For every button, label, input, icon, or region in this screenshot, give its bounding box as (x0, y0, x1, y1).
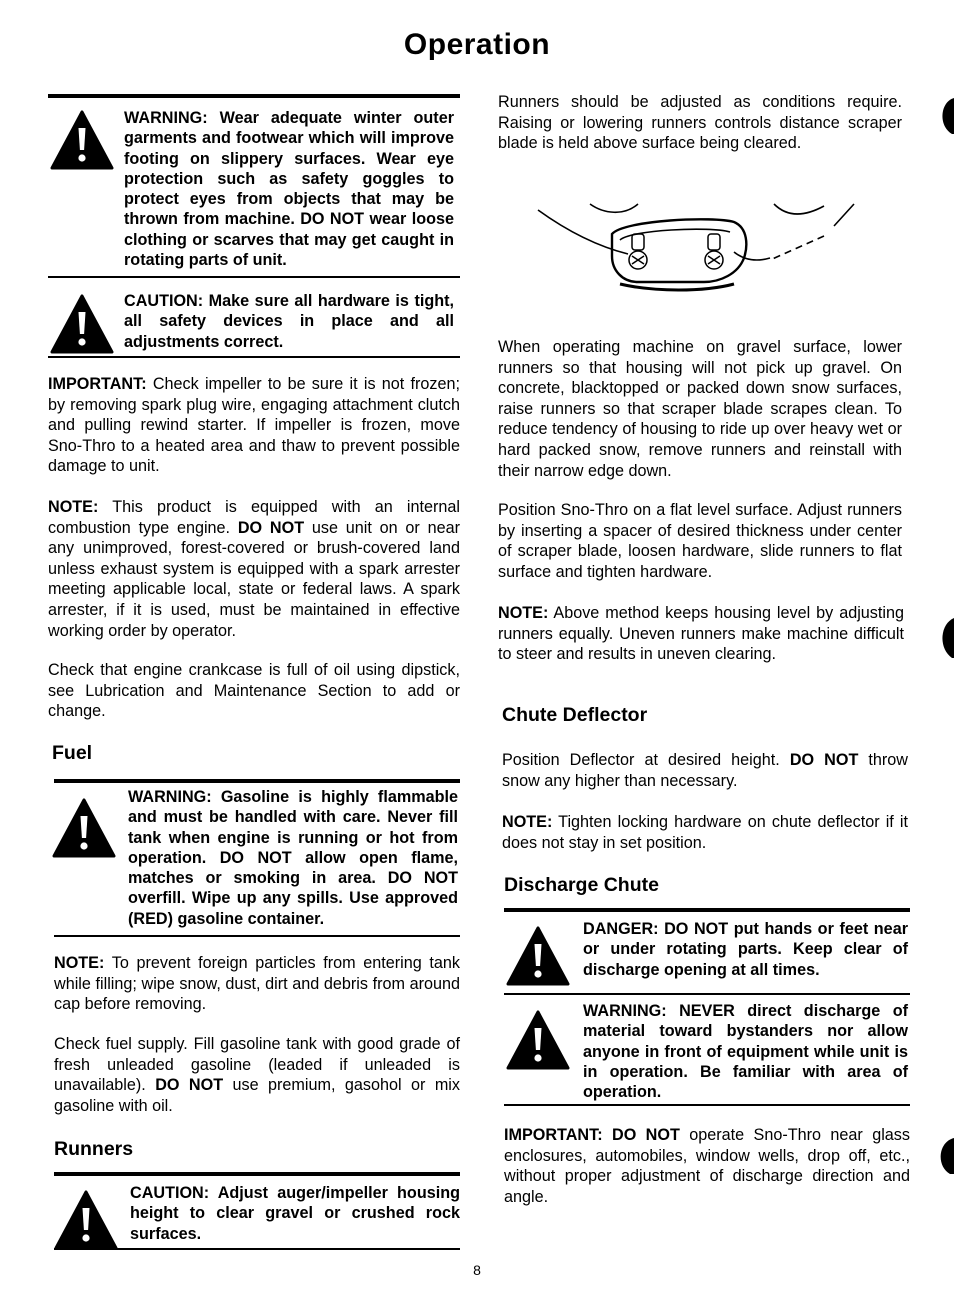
divider (504, 993, 910, 995)
important-text: operate Sno-Thro near glass enclosures, automobiles, window wells, drop off, etc., without proper adjustment of discharge direction and angle. (504, 1126, 910, 1206)
warning-triangle-icon (50, 110, 114, 170)
fuel-supply-text: use premium, gasohol or mix gasoline with oil. (54, 1076, 460, 1115)
chute-text: throw snow any higher than necessary. (502, 751, 908, 790)
warning-triangle-icon (52, 798, 116, 858)
note-text: This product is equipped with an internal combustion type engine. (48, 498, 460, 537)
divider (54, 1172, 460, 1176)
note-label: NOTE: (498, 604, 549, 622)
divider (54, 779, 460, 783)
fuel-warning: WARNING: Gasoline is highly flammable and must be handled with care. Never fill tank when engine is running or hot from operation. DO NOT allow open flame, matches or smoking in area. DO NOT overfill. Wipe up any spills. Use approved (RED) gasoline container. (128, 788, 458, 928)
binding-hole-mark (932, 1136, 954, 1181)
note-spark-arrester (48, 497, 460, 641)
warning-triangle-icon (506, 1010, 570, 1070)
discharge-chute-heading: Discharge Chute (504, 874, 659, 896)
runners-adjust-paragraph: Runners should be adjusted as conditions require. Raising or lowering runners controls distance scraper blade is held above surface being cleared. (498, 93, 902, 153)
note-text: Tighten locking hardware on chute deflector if it does not stay in set position. (502, 813, 908, 852)
divider (504, 1104, 910, 1106)
caution-hardware: CAUTION: Make sure all hardware is tight, all safety devices in place and all adjustments correct. (124, 292, 454, 351)
note-text: To prevent foreign particles from entering tank while filling; wipe snow, dust, dirt and debris from around cap before removing. (54, 954, 460, 1014)
fuel-supply-paragraph (54, 1034, 460, 1116)
page-number: 8 (473, 1262, 481, 1278)
fuel-supply-text: Check fuel supply. Fill gasoline tank with good grade of fresh unleaded gasoline (leaded if unleaded is unavailable). (54, 1035, 460, 1095)
position-snothro-paragraph: Position Sno-Thro on a flat level surface. Adjust runners by inserting a spacer of desired thickness under center of scraper blade, loosen hardware, slide runners to flat surface and tighten hardware. (498, 501, 902, 581)
binding-hole-mark (934, 616, 954, 665)
note-fuel-particles (54, 953, 460, 1015)
note-locking-hardware (502, 812, 908, 853)
runner-illustration (534, 196, 864, 311)
divider (48, 276, 460, 278)
warning-outer-garments: WARNING: Wear adequate winter outer garments and footwear which will improve footing on slippery surfaces. Wear eye protection such as safety goggles to protect eyes from objects that may be thrown from machine. DO NOT wear loose clothing or scarves that may get caught in rotating parts of unit. (124, 109, 454, 270)
note-text: use unit on or near any unimproved, forest-covered or brush-covered land unless exhaust system is equipped with a spark arrester meeting applicable local, state or federal laws. A spark arrester, if it is used, must be maintained in effective working order by operator. (48, 518, 460, 640)
divider (54, 1248, 460, 1250)
divider (54, 935, 460, 937)
chute-deflector-paragraph (502, 750, 908, 791)
fuel-heading: Fuel (52, 742, 93, 764)
divider (504, 908, 910, 912)
note-emphasis: DO NOT (237, 518, 305, 537)
divider (48, 356, 460, 358)
important-text: Check impeller to be sure it is not frozen; by removing spark plug wire, engaging attachment clutch and pulling rewind starter. If impeller is frozen, move Sno-Thro to a heated area and thaw to prevent possible damage to unit. (48, 375, 460, 476)
chute-emphasis: DO NOT (789, 751, 859, 769)
important-label: IMPORTANT: DO NOT (504, 1126, 680, 1144)
fuel-supply-emphasis: DO NOT (155, 1076, 224, 1095)
gravel-surface-paragraph: When operating machine on gravel surface, lower runners so that housing will not pick up gravel. On concrete, blacktopped or packed down snow surfaces, raise runners so that scraper blade scrapes clean. To reduce tendency of housing to ride up over heavy wet or hard packed snow, remove runners and reinstall with their narrow edge down. (498, 338, 902, 480)
warning-bystanders: WARNING: NEVER direct discharge of material toward bystanders nor allow anyone in front of equipment while unit is in operation. Be familiar with area of operation. (583, 1002, 908, 1102)
note-label: NOTE: (502, 813, 553, 831)
chute-text: Position Deflector at desired height. (502, 751, 790, 769)
divider (48, 94, 460, 98)
note-label: NOTE: (48, 498, 99, 516)
important-impeller (48, 374, 460, 477)
runners-heading: Runners (54, 1138, 134, 1160)
important-label: IMPORTANT: (48, 375, 147, 393)
important-glass-enclosures (504, 1125, 910, 1207)
danger-triangle-icon (506, 926, 570, 986)
caution-triangle-icon (54, 1190, 118, 1250)
binding-hole-mark (934, 96, 954, 141)
chute-deflector-heading: Chute Deflector (502, 704, 648, 726)
note-uneven-runners (498, 603, 904, 665)
runners-caution: CAUTION: Adjust auger/impeller housing height to clear gravel or crushed rock surfaces. (130, 1184, 460, 1243)
caution-triangle-icon (50, 294, 114, 354)
note-text: Above method keeps housing level by adjusting runners equally. Uneven runners make machine difficult to steer and results in uneven clearing. (498, 604, 904, 664)
danger-rotating-parts: DANGER: DO NOT put hands or feet near or under rotating parts. Keep clear of discharge opening at all times. (583, 920, 908, 979)
note-label: NOTE: (54, 954, 105, 972)
check-oil-paragraph: Check that engine crankcase is full of oil using dipstick, see Lubrication and Maintenance Section to add or change. (48, 661, 460, 721)
page-title: Operation (403, 28, 551, 61)
